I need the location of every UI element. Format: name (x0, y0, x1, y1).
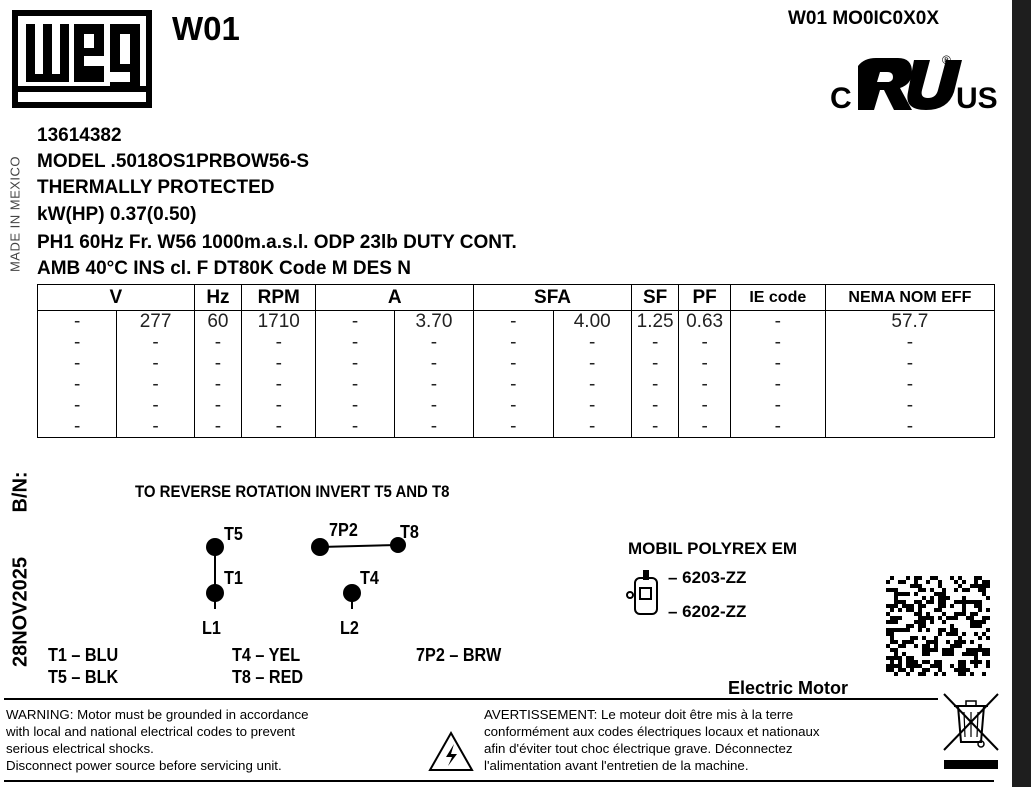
table-cell: - (316, 311, 394, 333)
table-cell: - (679, 374, 731, 395)
terminal-l1: L1 (202, 618, 221, 638)
data-matrix-code (886, 576, 990, 676)
bn-label: B/N: (9, 471, 32, 513)
thermal-protection: THERMALLY PROTECTED (37, 177, 275, 198)
model-number: MODEL .5018OS1PRBOW56-S (37, 151, 310, 172)
col-sf: SF (631, 285, 678, 311)
spec-line-1: PH1 60Hz Fr. W56 1000m.a.s.l. ODP 23lb DUTY CONT. (37, 232, 517, 253)
table-cell: - (730, 416, 825, 438)
table-row (38, 332, 995, 353)
table-cell: - (242, 395, 316, 416)
table-cell: - (474, 395, 553, 416)
table-cell: - (316, 332, 394, 353)
bearing-icon (626, 568, 666, 618)
bearing-nde: – 6202-ZZ (668, 602, 747, 621)
table-row (38, 395, 995, 416)
grease-type: MOBIL POLYREX EM (628, 539, 798, 558)
table-cell: 3.70 (394, 311, 473, 333)
table-cell: - (38, 374, 117, 395)
table-cell: - (38, 416, 117, 438)
table-cell: - (242, 416, 316, 438)
lead-color-t8: T8 – RED (232, 667, 304, 687)
table-cell: - (117, 332, 194, 353)
warning-french: AVERTISSEMENT: Le moteur doit être mis à la terre conformément aux codes électriques locaux et nationaux afin d'éviter tout choc électrique grave. Déconnectez l'alimentation avant l'entretien de la machine. (484, 707, 820, 773)
rating-table (37, 284, 995, 438)
product-line-title: W01 (172, 10, 240, 47)
table-cell: - (553, 395, 631, 416)
motor-code: W01 MO0IC0X0X (788, 8, 939, 29)
divider-line (4, 698, 938, 700)
table-cell: - (38, 332, 117, 353)
table-cell: - (394, 395, 473, 416)
lead-color-7p2: 7P2 – BRW (416, 645, 502, 665)
col-v: V (38, 285, 195, 311)
table-header-row (38, 285, 995, 311)
terminal-7p2: 7P2 (329, 520, 358, 540)
table-cell: - (825, 332, 994, 353)
table-cell: - (242, 374, 316, 395)
table-cell: - (631, 374, 678, 395)
table-cell: - (194, 395, 241, 416)
table-cell: - (394, 374, 473, 395)
table-cell: - (194, 374, 241, 395)
high-voltage-warning-icon (428, 730, 474, 772)
lead-color-t5: T5 – BLK (48, 667, 119, 687)
table-cell: - (117, 374, 194, 395)
table-cell: 60 (194, 311, 241, 333)
table-cell: - (316, 416, 394, 438)
table-cell: - (825, 416, 994, 438)
table-cell: - (194, 353, 241, 374)
spec-line-2: AMB 40°C INS cl. F DT80K Code M DES N (37, 258, 411, 279)
table-cell: - (242, 353, 316, 374)
table-cell: - (316, 353, 394, 374)
ul-certification-mark (830, 46, 998, 115)
bottom-border-line (4, 780, 994, 782)
table-cell: - (474, 374, 553, 395)
weg-logo (12, 10, 152, 108)
reverse-rotation-note: TO REVERSE ROTATION INVERT T5 AND T8 (135, 482, 450, 501)
col-pf: PF (679, 285, 731, 311)
svg-text:US: US (956, 82, 998, 115)
table-cell: - (474, 332, 553, 353)
table-cell: - (631, 416, 678, 438)
table-cell: - (825, 395, 994, 416)
table-cell: - (679, 353, 731, 374)
table-cell: - (631, 332, 678, 353)
table-cell: - (194, 332, 241, 353)
table-cell: - (679, 416, 731, 438)
table-row (38, 416, 995, 438)
table-cell: - (117, 353, 194, 374)
made-in-label: MADE IN MEXICO (7, 155, 23, 273)
table-cell: 1710 (242, 311, 316, 333)
table-cell: 57.7 (825, 311, 994, 333)
col-sfa: SFA (474, 285, 632, 311)
col-a: A (316, 285, 474, 311)
col-nema-eff: NEMA NOM EFF (825, 285, 994, 311)
right-frame-border (1012, 0, 1031, 787)
table-cell: - (825, 374, 994, 395)
table-cell: - (679, 395, 731, 416)
table-cell: - (730, 374, 825, 395)
col-hz: Hz (194, 285, 241, 311)
table-cell: - (553, 416, 631, 438)
svg-text:®: ® (942, 53, 951, 67)
table-cell: - (631, 395, 678, 416)
table-cell: - (730, 353, 825, 374)
table-cell: 1.25 (631, 311, 678, 333)
table-row (38, 353, 995, 374)
serial-number: 13614382 (37, 125, 122, 146)
terminal-l2: L2 (340, 618, 359, 638)
table-cell: 0.63 (679, 311, 731, 333)
table-cell: - (394, 416, 473, 438)
table-cell: - (679, 332, 731, 353)
col-rpm: RPM (242, 285, 316, 311)
lead-color-t4: T4 – YEL (232, 645, 301, 665)
table-cell: - (38, 311, 117, 333)
table-cell: - (474, 416, 553, 438)
table-cell: - (553, 374, 631, 395)
table-cell: - (38, 395, 117, 416)
power-rating: kW(HP) 0.37(0.50) (37, 204, 197, 225)
table-row (38, 311, 995, 333)
svg-text:C: C (830, 82, 852, 115)
table-cell: - (553, 353, 631, 374)
manufacture-date: 28NOV2025 (9, 556, 32, 668)
lead-color-t1: T1 – BLU (48, 645, 119, 665)
table-cell: 277 (117, 311, 194, 333)
table-cell: - (730, 311, 825, 333)
table-cell: - (730, 395, 825, 416)
terminal-t8: T8 (400, 522, 419, 542)
col-ie-code: IE code (730, 285, 825, 311)
warning-english: WARNING: Motor must be grounded in accordance with local and national electrical codes to prevent serious electrical shocks. Disconnect power source before servicing unit. (6, 707, 309, 773)
table-row (38, 374, 995, 395)
table-cell: - (553, 332, 631, 353)
table-cell: - (730, 332, 825, 353)
table-cell: 4.00 (553, 311, 631, 333)
table-cell: - (117, 395, 194, 416)
terminal-t4: T4 (360, 568, 379, 588)
table-cell: - (825, 353, 994, 374)
weee-bin-icon (940, 692, 1002, 772)
table-cell: - (474, 353, 553, 374)
bearing-de: – 6203-ZZ (668, 568, 747, 587)
table-cell: - (242, 332, 316, 353)
table-cell: - (631, 353, 678, 374)
product-type: Electric Motor (728, 678, 849, 698)
terminal-t1: T1 (224, 568, 243, 588)
table-cell: - (117, 416, 194, 438)
table-cell: - (474, 311, 553, 333)
table-cell: - (394, 353, 473, 374)
terminal-t5: T5 (224, 524, 243, 544)
table-cell: - (316, 374, 394, 395)
table-cell: - (316, 395, 394, 416)
svg-text:WEG: WEG (82, 106, 85, 107)
table-cell: - (394, 332, 473, 353)
table-cell: - (38, 353, 117, 374)
table-cell: - (194, 416, 241, 438)
